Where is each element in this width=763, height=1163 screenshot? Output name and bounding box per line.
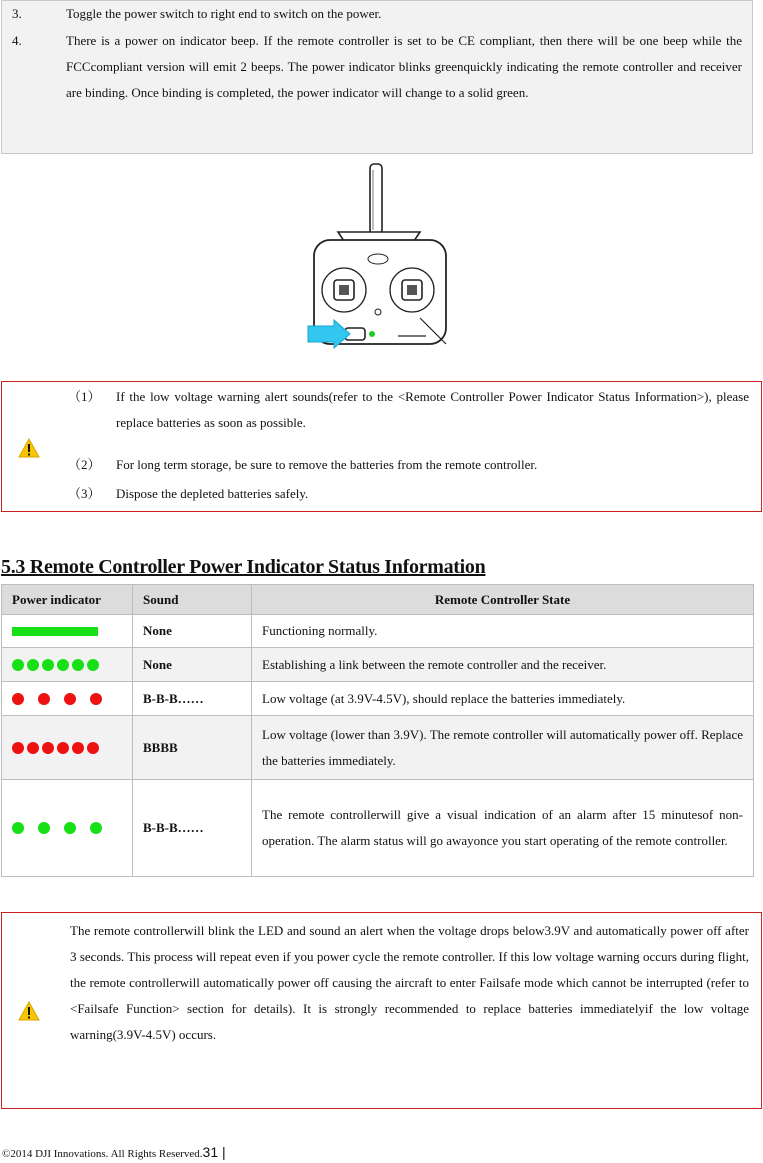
sound-cell: BBBB: [133, 716, 252, 780]
power-indicator-cell: [2, 716, 133, 780]
power-indicator-status-table: [1, 584, 754, 877]
indicator-pattern: [12, 822, 122, 834]
indicator-dot: [57, 742, 69, 754]
indicator-dot: [27, 659, 39, 671]
remote-controller-power-switch-illustration: [300, 160, 460, 372]
table-row: [2, 648, 754, 682]
page-footer: [2, 1144, 226, 1160]
power-indicator-cell: [2, 648, 133, 682]
steps-box: [1, 0, 753, 154]
indicator-pattern: [12, 627, 122, 636]
indicator-dot: [57, 659, 69, 671]
indicator-pattern: [12, 659, 122, 671]
sound-cell: B-B-B……: [133, 682, 252, 716]
header-remote-controller-state: Remote Controller State: [252, 585, 754, 615]
step-number: 3.: [12, 6, 22, 21]
indicator-dot: [64, 822, 76, 834]
power-indicator-cell: [2, 780, 133, 877]
warning-item-number: （3）: [68, 486, 101, 501]
indicator-dot: [64, 693, 76, 705]
page-number: 31 |: [202, 1144, 226, 1160]
state-cell: Low voltage (at 3.9V-4.5V), should replace the batteries immediately.: [252, 682, 754, 716]
warning-item-number: （1）: [68, 389, 101, 404]
indicator-dot: [12, 693, 24, 705]
indicator-dot: [87, 659, 99, 671]
indicator-dot: [90, 822, 102, 834]
indicator-dot: [27, 742, 39, 754]
step-number: 4.: [12, 33, 22, 48]
indicator-pattern: [12, 693, 122, 705]
state-cell: The remote controllerwill give a visual indication of an alarm after 15 minutesof non-operation. The alarm status will go awayonce you start operating of the remote controller.: [252, 780, 754, 877]
state-cell: Establishing a link between the remote controller and the receiver.: [252, 648, 754, 682]
indicator-dot: [87, 742, 99, 754]
indicator-dot: [12, 742, 24, 754]
indicator-dot: [38, 822, 50, 834]
state-cell: Functioning normally.: [252, 615, 754, 648]
warning-box: [1, 381, 762, 512]
step-text: Toggle the power switch to right end to switch on the power.: [66, 6, 382, 21]
sound-cell: B-B-B……: [133, 780, 252, 877]
warning-item-text: For long term storage, be sure to remove the batteries from the remote controller.: [116, 457, 538, 472]
table-row: [2, 716, 754, 780]
indicator-dot: [90, 693, 102, 705]
indicator-dot: [72, 742, 84, 754]
indicator-solid-bar: [12, 627, 98, 636]
warning-item-text: Dispose the depleted batteries safely.: [116, 486, 309, 501]
power-indicator-cell: [2, 615, 133, 648]
copyright-text: ©2014 DJI Innovations. All Rights Reserved.: [2, 1148, 203, 1160]
section-title: 5.3 Remote Controller Power Indicator Status Information: [1, 556, 486, 578]
step-text: There is a power on indicator beep. If the remote controller is set to be CE compliant, then there will be one beep while the FCCcompliant version will emit 2 beeps. The power indicator blinks greenquickly indicating the remote controller and receiver are binding. Once binding is completed, the power indicator will change to a solid green.: [66, 33, 742, 100]
sound-cell: None: [133, 648, 252, 682]
indicator-dot: [42, 742, 54, 754]
indicator-dot: [12, 659, 24, 671]
warning-box: [1, 912, 762, 1109]
warning-triangle-icon: [18, 438, 40, 458]
warning-text: The remote controllerwill blink the LED and sound an alert when the voltage drops below3.9V and automatically power off after 3 seconds. This process will repeat even if you power cycle the remote controller. If this low voltage warning occurs during flight, the remote controllerwill automatically power off causing the aircraft to enter Failsafe mode which cannot be interrupted (refer to <Failsafe Function> section for details). It is strongly recommended to replace batteries immediatelyif the low voltage warning(3.9V-4.5V) occurs.: [70, 923, 749, 1042]
indicator-dot: [12, 822, 24, 834]
warning-item-text: If the low voltage warning alert sounds(refer to the <Remote Controller Power Indicator Status Information>), please replace batteries as soon as possible.: [116, 389, 749, 430]
remote-controller-figure: [300, 160, 460, 372]
power-indicator-cell: [2, 682, 133, 716]
warning-triangle-icon: [18, 1001, 40, 1021]
indicator-dot: [38, 693, 50, 705]
table-row: [2, 615, 754, 648]
indicator-pattern: [12, 742, 122, 754]
indicator-dot: [42, 659, 54, 671]
table-row: [2, 780, 754, 877]
warning-item-number: （2）: [68, 457, 101, 472]
indicator-dot: [72, 659, 84, 671]
state-cell: Low voltage (lower than 3.9V). The remote controller will automatically power off. Replace the batteries immediately.: [252, 716, 754, 780]
table-row: [2, 682, 754, 716]
header-sound: Sound: [133, 585, 252, 615]
header-power-indicator: Power indicator: [2, 585, 133, 615]
sound-cell: None: [133, 615, 252, 648]
